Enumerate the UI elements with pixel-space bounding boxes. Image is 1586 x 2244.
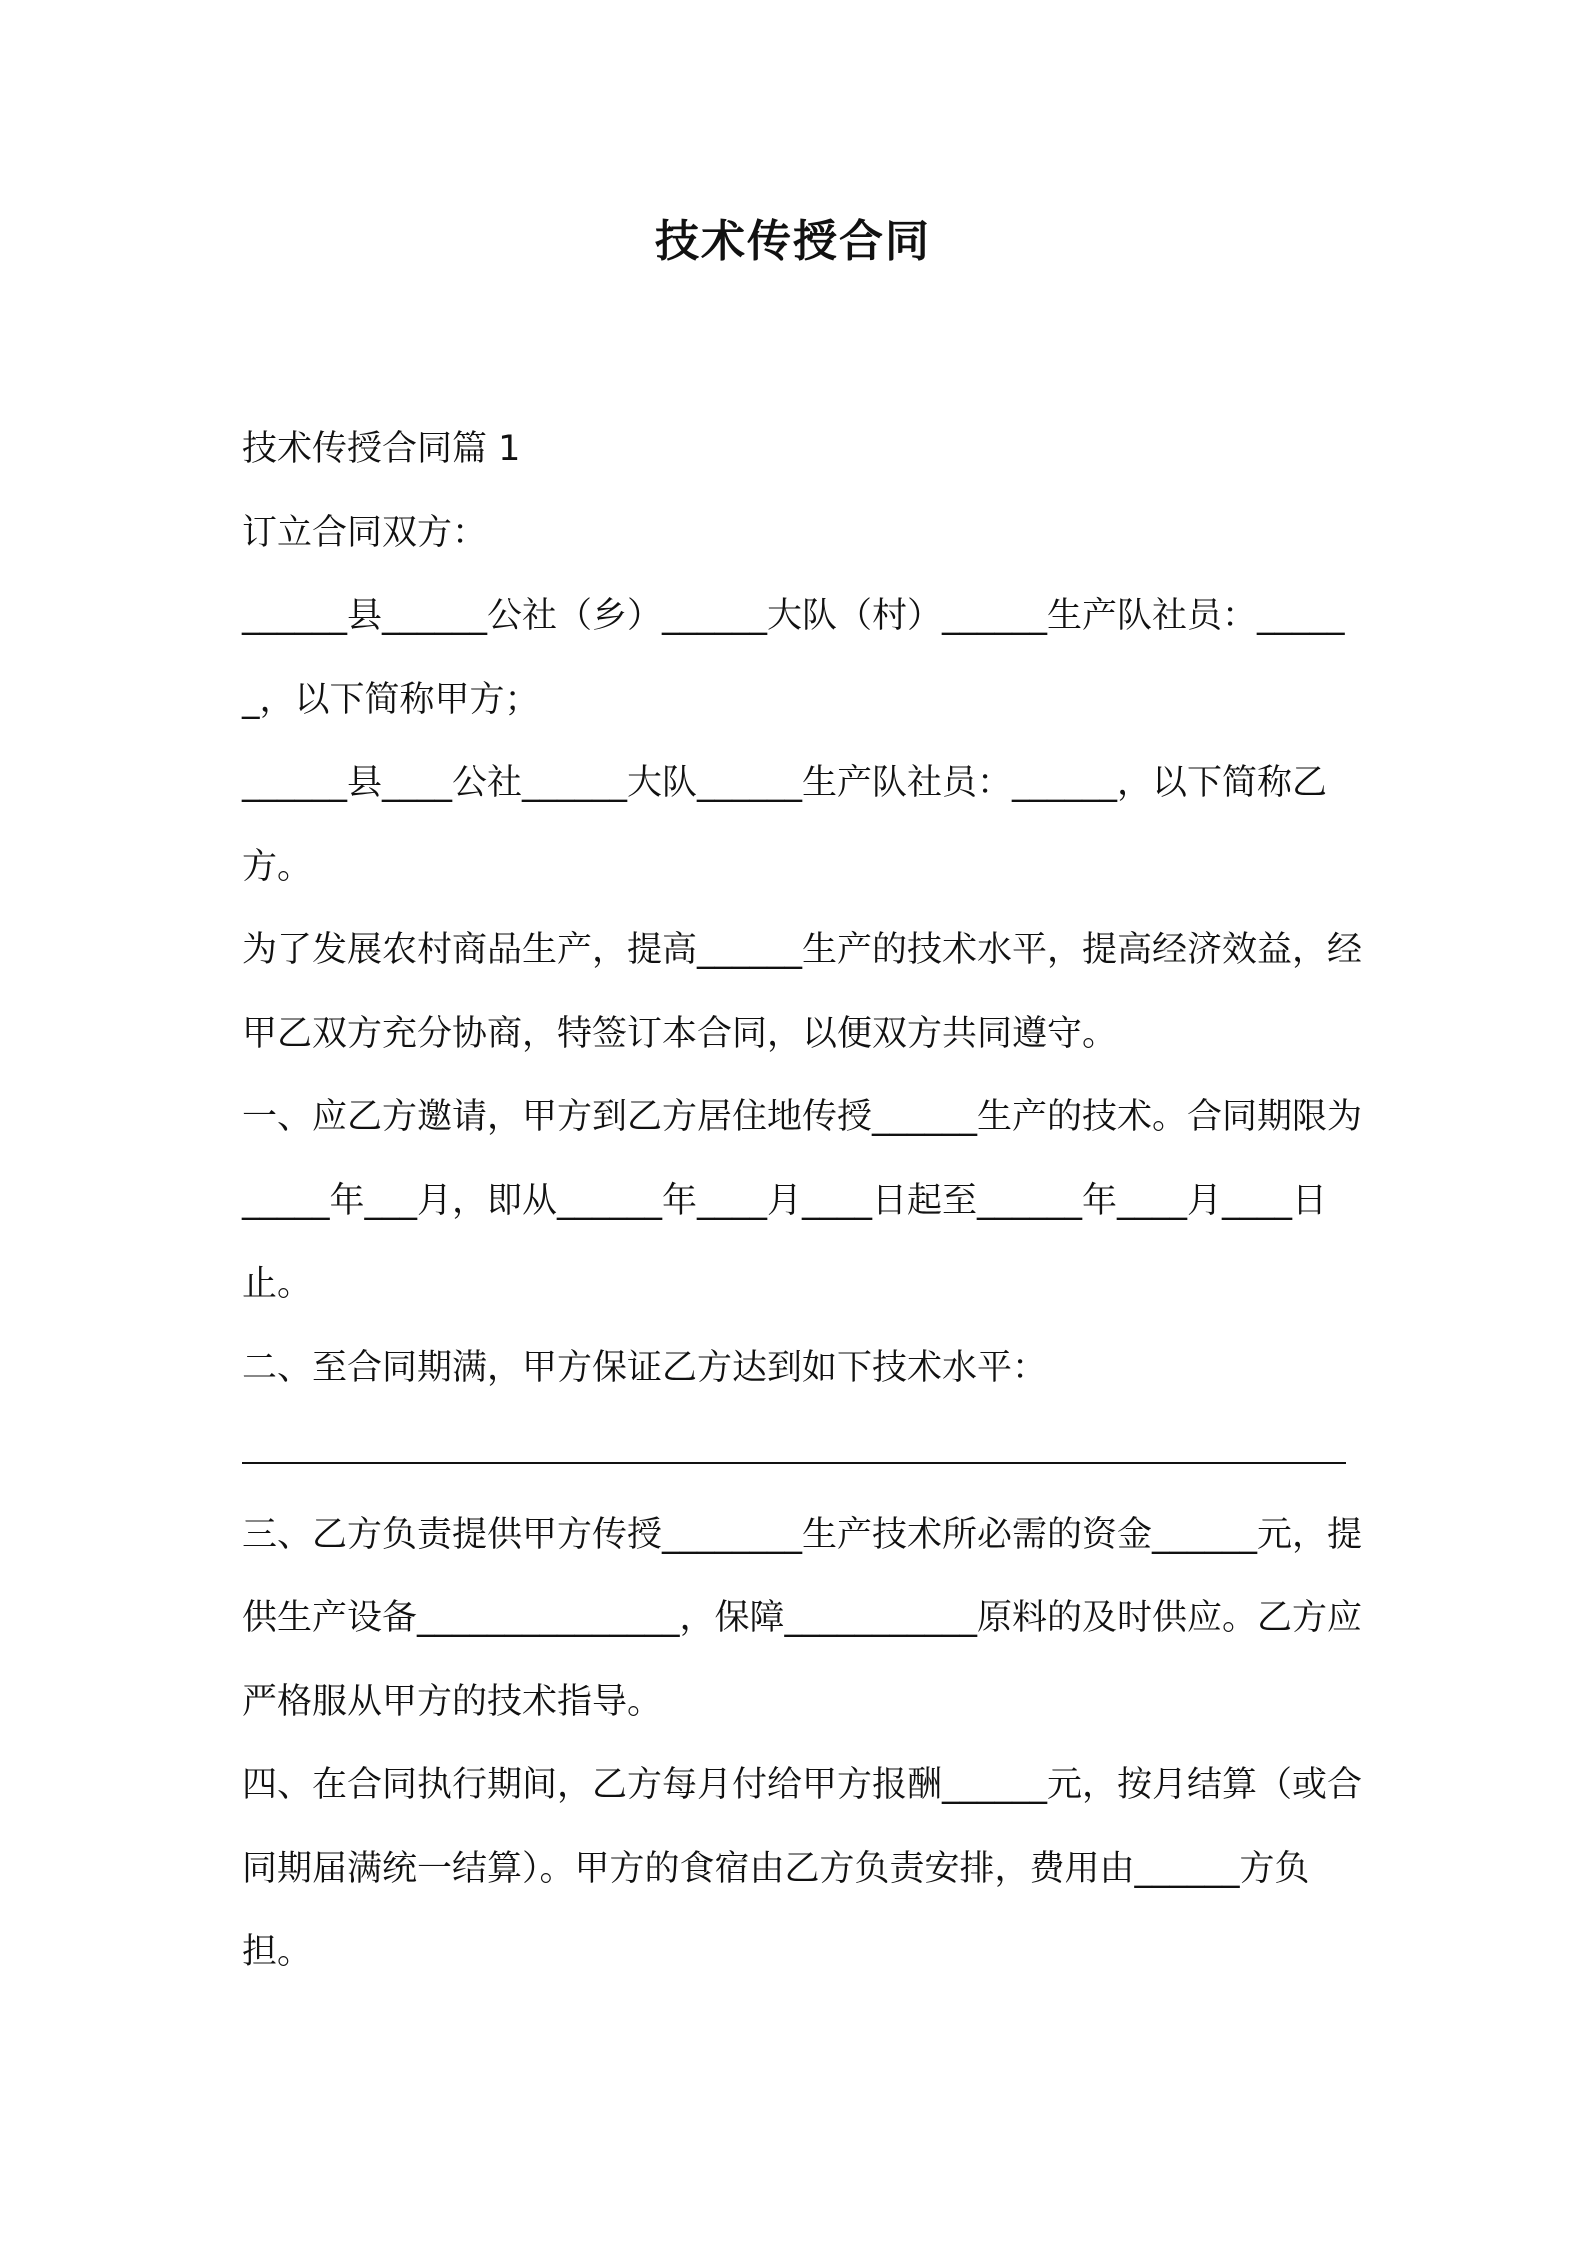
document-title: 技术传授合同: [655, 216, 931, 267]
paragraph-purpose: 为了发展农村商品生产，提高______生产的技术水平，提高经济效益，经甲乙双方充分协商，特签订本合同，以便双方共同遵守。: [242, 930, 1363, 1054]
clause-2: 二、至合同期满，甲方保证乙方达到如下技术水平：: [242, 1347, 1048, 1388]
blank-fill-line: [242, 1410, 1362, 1494]
section-heading: 技术传授合同篇 1: [242, 429, 521, 469]
paragraph-parties-intro: 订立合同双方：: [242, 512, 488, 553]
paragraph-party-a: ______县______公社（乡）______大队（村）______生产队社员：______，以下简称甲方；: [242, 596, 1345, 720]
clause-1: 一、应乙方邀请，甲方到乙方居住地传授______生产的技术。合同期限为_____年___月，即从______年____月____日起至______年____月____日止。: [242, 1097, 1363, 1304]
document-body: [242, 408, 1362, 1995]
clause-4: 四、在合同执行期间，乙方每月付给甲方报酬______元，按月结算（或合同期届满统一结算）。甲方的食宿由乙方负责安排，费用由______方负担。: [242, 1765, 1363, 1972]
clause-3: 三、乙方负责提供甲方传授________生产技术所必需的资金______元，提供生产设备_______________，保障___________原料的及时供应。乙方应严格服从甲方的技术指导。: [242, 1514, 1363, 1722]
paragraph-party-b: ______县____公社______大队______生产队社员：______，以下简称乙方。: [242, 763, 1328, 887]
